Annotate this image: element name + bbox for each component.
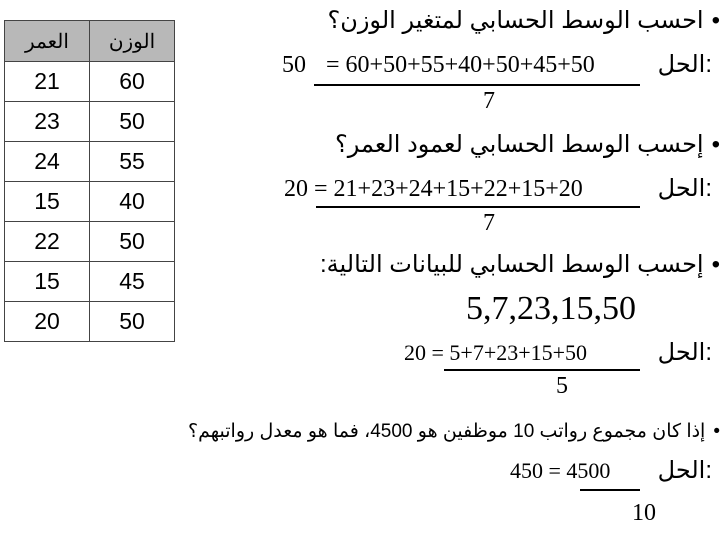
solution-1-equation: 50 = 60+50+55+40+50+45+50 <box>282 52 595 78</box>
cell-weight: 60 <box>90 62 175 102</box>
question-4 <box>188 420 720 443</box>
cell-weight: 50 <box>90 102 175 142</box>
cell-weight: 40 <box>90 182 175 222</box>
table-row <box>5 62 175 102</box>
fraction-bar <box>580 489 640 491</box>
question-2-text: إحسب الوسط الحسابي لعمود العمر؟ <box>335 131 704 158</box>
solution-4-equation: 450 = 4500 <box>510 458 611 483</box>
solution-4-label: الحل: <box>657 457 712 484</box>
data-table <box>4 20 175 342</box>
solution-1-label: الحل: <box>657 51 712 78</box>
question-1 <box>327 6 720 35</box>
table-row <box>5 222 175 262</box>
cell-age: 23 <box>5 102 90 142</box>
table-row <box>5 142 175 182</box>
solution-1-numerator: 60+50+55+40+50+45+50 <box>345 52 595 78</box>
solution-1-result: 50 <box>282 52 306 78</box>
header-weight: الوزن <box>90 21 175 62</box>
solution-3-numerator: 5+7+23+15+50 <box>449 340 588 365</box>
header-age: العمر <box>5 21 90 62</box>
cell-age: 21 <box>5 62 90 102</box>
fraction-bar <box>314 84 640 86</box>
cell-weight: 55 <box>90 142 175 182</box>
solution-3-label: الحل: <box>657 339 712 366</box>
table-row <box>5 302 175 342</box>
solution-4-numerator: 4500 <box>566 458 611 483</box>
solution-4-denominator: 10 <box>632 500 656 526</box>
bullet <box>712 251 720 279</box>
question-4-text: إذا كان مجموع رواتب 10 موظفين هو 4500، فما هو معدل رواتبهم؟ <box>188 421 706 442</box>
bullet <box>713 421 720 443</box>
question-1-text: احسب الوسط الحسابي لمتغير الوزن؟ <box>327 7 704 34</box>
solution-2-result: 20 <box>284 176 308 202</box>
cell-age: 15 <box>5 262 90 302</box>
solution-1-denominator: 7 <box>483 88 495 114</box>
cell-weight: 50 <box>90 302 175 342</box>
fraction-bar <box>444 369 640 371</box>
table-row <box>5 182 175 222</box>
bullet <box>712 131 720 159</box>
question-3-text: إحسب الوسط الحسابي للبيانات التالية: <box>320 251 704 278</box>
table-row <box>5 102 175 142</box>
cell-age: 15 <box>5 182 90 222</box>
solution-2-denominator: 7 <box>483 210 495 236</box>
solution-3-equation: 20 = 5+7+23+15+50 <box>404 340 588 365</box>
solution-2-numerator: 21+23+24+15+22+15+20 <box>333 176 583 202</box>
solution-3-denominator: 5 <box>556 373 568 399</box>
data-values: 5,7,23,15,50 <box>466 290 636 327</box>
table-header-row <box>5 21 175 62</box>
cell-weight: 45 <box>90 262 175 302</box>
solution-2-equation: 20 = 21+23+24+15+22+15+20 <box>284 176 583 202</box>
cell-age: 20 <box>5 302 90 342</box>
question-3 <box>320 250 720 279</box>
cell-age: 22 <box>5 222 90 262</box>
solution-3-result: 20 <box>404 340 426 365</box>
solution-4-result: 450 <box>510 458 543 483</box>
cell-weight: 50 <box>90 222 175 262</box>
table-row <box>5 262 175 302</box>
question-2 <box>335 130 720 159</box>
bullet <box>712 7 720 35</box>
fraction-bar <box>316 206 640 208</box>
solution-2-label: الحل: <box>657 175 712 202</box>
cell-age: 24 <box>5 142 90 182</box>
